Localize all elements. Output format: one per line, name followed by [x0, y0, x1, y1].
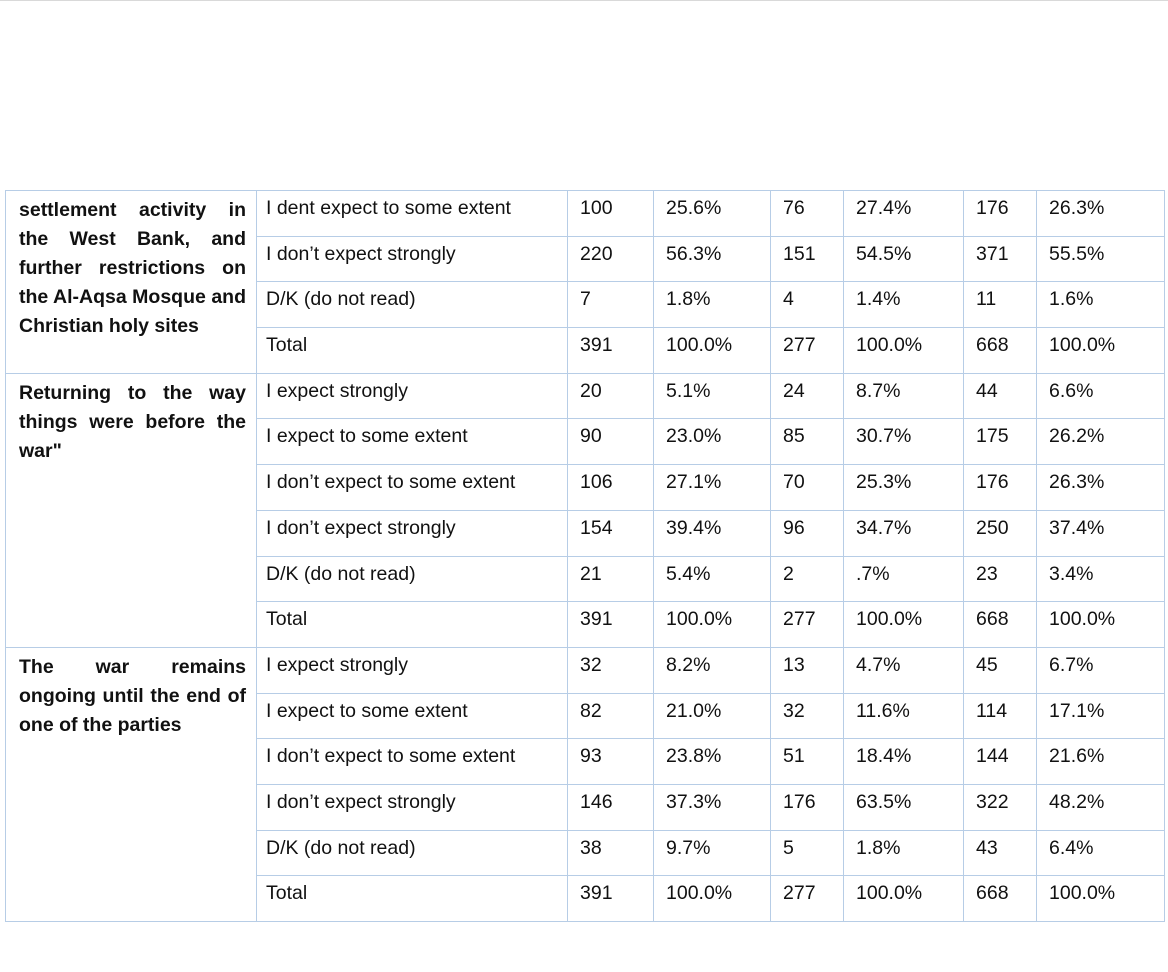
- count-group-2: 70: [771, 465, 844, 511]
- percent-total: 100.0%: [1037, 328, 1165, 374]
- percent-total: 3.4%: [1037, 556, 1165, 602]
- count-group-1: 38: [568, 830, 654, 876]
- answer-label: I don’t expect strongly: [257, 784, 568, 830]
- answer-label: Total: [257, 328, 568, 374]
- percent-group-2: 54.5%: [844, 236, 964, 282]
- percent-group-1: 100.0%: [654, 876, 771, 922]
- count-total: 175: [964, 419, 1037, 465]
- count-total: 114: [964, 693, 1037, 739]
- percent-total: 1.6%: [1037, 282, 1165, 328]
- count-total: 668: [964, 876, 1037, 922]
- percent-group-1: 5.1%: [654, 373, 771, 419]
- percent-group-2: 4.7%: [844, 647, 964, 693]
- count-group-2: 176: [771, 784, 844, 830]
- table-row: [6, 373, 1165, 419]
- answer-label: I expect to some extent: [257, 419, 568, 465]
- percent-group-2: 1.8%: [844, 830, 964, 876]
- table-body: [6, 191, 1165, 922]
- percent-group-2: 100.0%: [844, 328, 964, 374]
- answer-label: D/K (do not read): [257, 282, 568, 328]
- count-group-1: 90: [568, 419, 654, 465]
- count-group-1: 32: [568, 647, 654, 693]
- count-total: 11: [964, 282, 1037, 328]
- percent-group-1: 100.0%: [654, 602, 771, 648]
- count-group-2: 24: [771, 373, 844, 419]
- question-label: Returning to the way things were before the war": [6, 373, 257, 647]
- percent-group-1: 25.6%: [654, 191, 771, 237]
- count-group-2: 5: [771, 830, 844, 876]
- count-group-2: 2: [771, 556, 844, 602]
- count-total: 176: [964, 191, 1037, 237]
- count-total: 668: [964, 328, 1037, 374]
- count-group-1: 391: [568, 602, 654, 648]
- count-group-2: 277: [771, 328, 844, 374]
- percent-group-1: 100.0%: [654, 328, 771, 374]
- answer-label: I expect to some extent: [257, 693, 568, 739]
- count-group-1: 93: [568, 739, 654, 785]
- percent-total: 37.4%: [1037, 510, 1165, 556]
- percent-group-2: 27.4%: [844, 191, 964, 237]
- answer-label: Total: [257, 876, 568, 922]
- percent-total: 6.6%: [1037, 373, 1165, 419]
- answer-label: I expect strongly: [257, 647, 568, 693]
- count-total: 250: [964, 510, 1037, 556]
- count-group-1: 21: [568, 556, 654, 602]
- answer-label: I dent expect to some extent: [257, 191, 568, 237]
- percent-group-2: 1.4%: [844, 282, 964, 328]
- table-row: [6, 647, 1165, 693]
- count-total: 45: [964, 647, 1037, 693]
- count-group-1: 391: [568, 876, 654, 922]
- percent-group-2: 100.0%: [844, 602, 964, 648]
- count-group-2: 96: [771, 510, 844, 556]
- percent-group-2: 25.3%: [844, 465, 964, 511]
- percent-group-1: 8.2%: [654, 647, 771, 693]
- percent-group-2: 18.4%: [844, 739, 964, 785]
- answer-label: Total: [257, 602, 568, 648]
- answer-label: I don’t expect strongly: [257, 510, 568, 556]
- count-total: 44: [964, 373, 1037, 419]
- count-total: 371: [964, 236, 1037, 282]
- percent-group-2: 34.7%: [844, 510, 964, 556]
- count-group-1: 106: [568, 465, 654, 511]
- percent-group-1: 56.3%: [654, 236, 771, 282]
- count-group-1: 154: [568, 510, 654, 556]
- count-group-2: 13: [771, 647, 844, 693]
- table-row: [6, 191, 1165, 237]
- count-group-2: 51: [771, 739, 844, 785]
- question-label: settlement activity in the West Bank, and further restrictions on the Al-Aqsa Mosque and Christian holy sites: [6, 191, 257, 374]
- percent-total: 100.0%: [1037, 876, 1165, 922]
- answer-label: I don’t expect to some extent: [257, 739, 568, 785]
- percent-group-2: 100.0%: [844, 876, 964, 922]
- percent-total: 26.3%: [1037, 191, 1165, 237]
- answer-label: I don’t expect strongly: [257, 236, 568, 282]
- count-group-2: 277: [771, 602, 844, 648]
- percent-total: 26.2%: [1037, 419, 1165, 465]
- count-group-2: 85: [771, 419, 844, 465]
- percent-group-1: 23.0%: [654, 419, 771, 465]
- percent-group-1: 5.4%: [654, 556, 771, 602]
- count-group-2: 32: [771, 693, 844, 739]
- count-total: 668: [964, 602, 1037, 648]
- percent-group-1: 21.0%: [654, 693, 771, 739]
- percent-group-2: 8.7%: [844, 373, 964, 419]
- percent-total: 17.1%: [1037, 693, 1165, 739]
- percent-group-1: 27.1%: [654, 465, 771, 511]
- percent-total: 100.0%: [1037, 602, 1165, 648]
- percent-total: 21.6%: [1037, 739, 1165, 785]
- percent-total: 6.4%: [1037, 830, 1165, 876]
- page-top-rule: [0, 0, 1168, 1]
- answer-label: I don’t expect to some extent: [257, 465, 568, 511]
- count-group-1: 100: [568, 191, 654, 237]
- percent-group-2: .7%: [844, 556, 964, 602]
- count-total: 176: [964, 465, 1037, 511]
- count-group-1: 220: [568, 236, 654, 282]
- count-total: 43: [964, 830, 1037, 876]
- percent-group-2: 30.7%: [844, 419, 964, 465]
- percent-total: 55.5%: [1037, 236, 1165, 282]
- count-group-2: 277: [771, 876, 844, 922]
- percent-group-1: 9.7%: [654, 830, 771, 876]
- count-group-2: 4: [771, 282, 844, 328]
- percent-group-2: 63.5%: [844, 784, 964, 830]
- count-total: 322: [964, 784, 1037, 830]
- count-group-1: 146: [568, 784, 654, 830]
- count-group-1: 82: [568, 693, 654, 739]
- count-group-2: 76: [771, 191, 844, 237]
- percent-group-1: 39.4%: [654, 510, 771, 556]
- percent-total: 26.3%: [1037, 465, 1165, 511]
- count-group-2: 151: [771, 236, 844, 282]
- percent-group-1: 23.8%: [654, 739, 771, 785]
- percent-total: 48.2%: [1037, 784, 1165, 830]
- percent-group-1: 37.3%: [654, 784, 771, 830]
- answer-label: D/K (do not read): [257, 556, 568, 602]
- answer-label: D/K (do not read): [257, 830, 568, 876]
- percent-group-1: 1.8%: [654, 282, 771, 328]
- survey-crosstab-table: [5, 190, 1165, 922]
- percent-group-2: 11.6%: [844, 693, 964, 739]
- percent-total: 6.7%: [1037, 647, 1165, 693]
- count-total: 144: [964, 739, 1037, 785]
- answer-label: I expect strongly: [257, 373, 568, 419]
- count-group-1: 20: [568, 373, 654, 419]
- count-group-1: 391: [568, 328, 654, 374]
- count-total: 23: [964, 556, 1037, 602]
- count-group-1: 7: [568, 282, 654, 328]
- question-label: The war remains ongoing until the end of one of the parties: [6, 647, 257, 921]
